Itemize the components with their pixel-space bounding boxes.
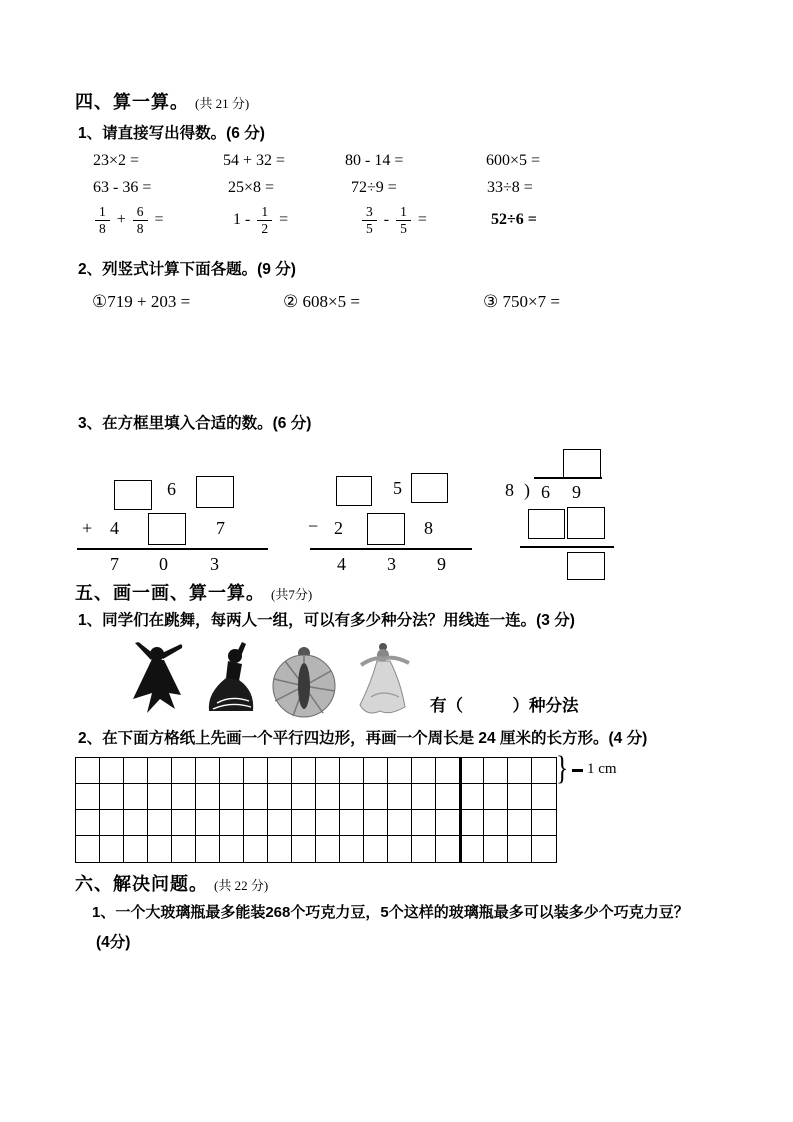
grid-cell [244,836,268,862]
dancer-figure-4 [347,641,417,721]
grid-cell [268,836,292,862]
grid-cell [364,836,388,862]
remainder-line [520,546,614,548]
grid-cell [124,836,148,862]
grid-cell [460,784,484,810]
s4-q3-label: 3、在方框里填入合适的数。(6 分) [78,415,312,432]
grid-cell [316,810,340,836]
grid-cell [100,810,124,836]
grid-cell [412,784,436,810]
digit: 3 [387,554,396,574]
s5-q2-label: 2、在下面方格纸上先画一个平行四边形，再画一个周长是 24 厘米的长方形。(4 分) [78,730,648,747]
operand: 1 - [233,211,251,228]
grid-cell [172,836,196,862]
calc-expression: 63 - 36 = [93,179,152,196]
grid-cell [292,836,316,862]
grid-cell [508,784,532,810]
brace-icon: } [556,750,569,787]
calc-expression: 72÷9 = [351,179,397,196]
grid-cell [436,810,460,836]
section5-points-note: (共7分) [271,587,313,602]
grid-cell [292,758,316,784]
grid-cell [388,810,412,836]
fraction: $\frac{3}{5}$ [362,204,377,236]
grid-cell [508,758,532,784]
grid-cell [100,836,124,862]
s6-q1-line1: 1、一个大玻璃瓶最多能装268个巧克力豆，5个这样的玻璃瓶最多可以装多少个巧克力豆？ [92,904,689,921]
digit: 4 [337,554,346,574]
grid-cell [76,836,100,862]
plus-operator: + [82,518,93,538]
grid-cell [532,758,556,784]
fraction: $\frac{1}{5}$ [396,204,411,236]
section6-title [75,870,268,896]
grid-cell [268,810,292,836]
answer-box[interactable] [411,473,448,503]
section4-points-note: (共 21 分) [195,96,250,111]
fraction: $\frac{1}{2}$ [257,204,272,236]
calc-expression: 25×8 = [228,179,275,196]
section5-title [75,579,312,605]
division-bracket: ) [524,480,530,500]
grid-cell [148,836,172,862]
grid-cell [532,810,556,836]
grid-cell [388,784,412,810]
grid-cell [340,784,364,810]
grid-cell [244,784,268,810]
grid-cell [316,836,340,862]
digit: 0 [159,554,168,574]
section4-title [75,88,249,114]
equals-sign: = [279,211,289,228]
grid-cell [340,836,364,862]
grid-cell [124,810,148,836]
dancer-figure-2 [199,641,261,721]
calc-expression: 23×2 = [93,152,140,169]
grid-cell [388,836,412,862]
section6-title-text: 六、解决问题。 [75,874,208,894]
digit: 9 [437,554,446,574]
calc-expression: 54 + 32 = [223,152,286,169]
working-space[interactable] [75,318,735,408]
answer-box[interactable] [567,552,605,580]
fraction-expression [362,197,427,243]
grid-cell [340,758,364,784]
grid-cell [460,810,484,836]
grid-cell [436,758,460,784]
grid-cell [436,784,460,810]
grid-cell [412,758,436,784]
grid-cell [436,836,460,862]
grid-unit-label: 1 cm [587,761,617,777]
operator: - [383,211,390,228]
equals-sign: = [417,211,427,228]
section4-title-text: 四、算一算。 [75,92,189,112]
digit: 7 [110,554,119,574]
grid-cell [244,758,268,784]
grid-cell [196,758,220,784]
grid-cell [364,810,388,836]
grid-cell [76,784,100,810]
grid-cell [532,784,556,810]
cm-grid[interactable] [75,757,557,863]
grid-cell [196,784,220,810]
grid-cell [364,784,388,810]
grid-cell [268,784,292,810]
fraction-expression [95,197,164,243]
answer-box[interactable] [367,513,405,545]
calc-expression: 33÷8 = [487,179,533,196]
grid-cell [148,810,172,836]
vertical-calc-item: ①719 + 203 = [92,292,191,311]
grid-cell [460,836,484,862]
grid-cell [412,810,436,836]
grid-cell [172,784,196,810]
grid-cell [412,836,436,862]
grid-cell [124,758,148,784]
s4-q2-label: 2、列竖式计算下面各题。(9 分) [78,261,296,278]
grid-cell [340,810,364,836]
grid-cell [268,758,292,784]
grid-cell [532,836,556,862]
grid-cell [76,810,100,836]
dividend-digit: 6 [541,482,550,502]
answer-box[interactable] [336,476,372,506]
vertical-calc-item: ③ 750×7 = [483,292,560,311]
answer-box[interactable] [196,476,234,508]
answer-box[interactable] [563,449,601,478]
s5-q1-label: 1、同学们在跳舞，每两人一组，可以有多少种分法？用线连一连。(3 分) [78,612,575,629]
digit: 6 [167,479,176,499]
grid-cell [196,836,220,862]
section6-points-note: (共 22 分) [214,878,269,893]
equals-sign: = [154,211,164,228]
answer-space[interactable] [75,960,735,1100]
calc-expression: 600×5 = [486,152,541,169]
section5-title-text: 五、画一画、算一算。 [75,583,265,603]
digit: 2 [334,518,343,538]
grid-cell [244,810,268,836]
operator: + [116,211,126,228]
grid-cell [172,758,196,784]
calc-expression: 80 - 14 = [345,152,404,169]
fraction: $\frac{1}{8}$ [95,204,110,236]
grid-cell [484,784,508,810]
grid-cell [148,758,172,784]
grid-cell [460,758,484,784]
grid-cell [124,784,148,810]
grid-cell [172,810,196,836]
grid-cell [220,758,244,784]
sum-line [77,548,268,550]
grid-cell [196,810,220,836]
grid-cell [100,758,124,784]
divisor-digit: 8 [505,480,514,500]
digit: 3 [210,554,219,574]
dancers-illustration [125,641,417,721]
grid-cell [484,810,508,836]
grid-cell [220,836,244,862]
minus-operator: − [308,516,319,536]
grid-cell [484,836,508,862]
digit: 8 [424,518,433,538]
difference-line [310,548,472,550]
grid-cell [364,758,388,784]
answer-box[interactable] [528,509,565,539]
digit: 5 [393,478,402,498]
vertical-calc-item: ② 608×5 = [283,292,360,311]
grid-cell [76,758,100,784]
grid-cell [220,784,244,810]
answer-box[interactable] [567,507,605,539]
fraction-expression [233,197,288,243]
grid-cell [316,758,340,784]
fraction: $\frac{6}{8}$ [133,204,148,236]
grid-cell [220,810,244,836]
dividend-digit: 9 [572,482,581,502]
answer-box[interactable] [148,513,186,545]
digit: 7 [216,518,225,538]
grid-cell [292,784,316,810]
dancer-figure-1 [125,641,195,721]
calc-expression: 52÷6 = [491,211,537,228]
grid-cell [388,758,412,784]
grid-cell [100,784,124,810]
grid-cell [508,810,532,836]
unit-dash [572,769,583,772]
dancer-figure-3 [265,641,343,721]
digit: 4 [110,518,119,538]
grid-cell [316,784,340,810]
grouping-answer-line[interactable]: 有（ ）种分法 [430,697,579,715]
grid-cell [508,836,532,862]
division-vinculum [534,477,602,479]
s4-q1-label: 1、请直接写出得数。(6 分) [78,125,265,142]
grid-cell [148,784,172,810]
grid-cell [292,810,316,836]
answer-box[interactable] [114,480,152,510]
s6-q1-points: (4分) [96,934,131,951]
grid-cell [484,758,508,784]
